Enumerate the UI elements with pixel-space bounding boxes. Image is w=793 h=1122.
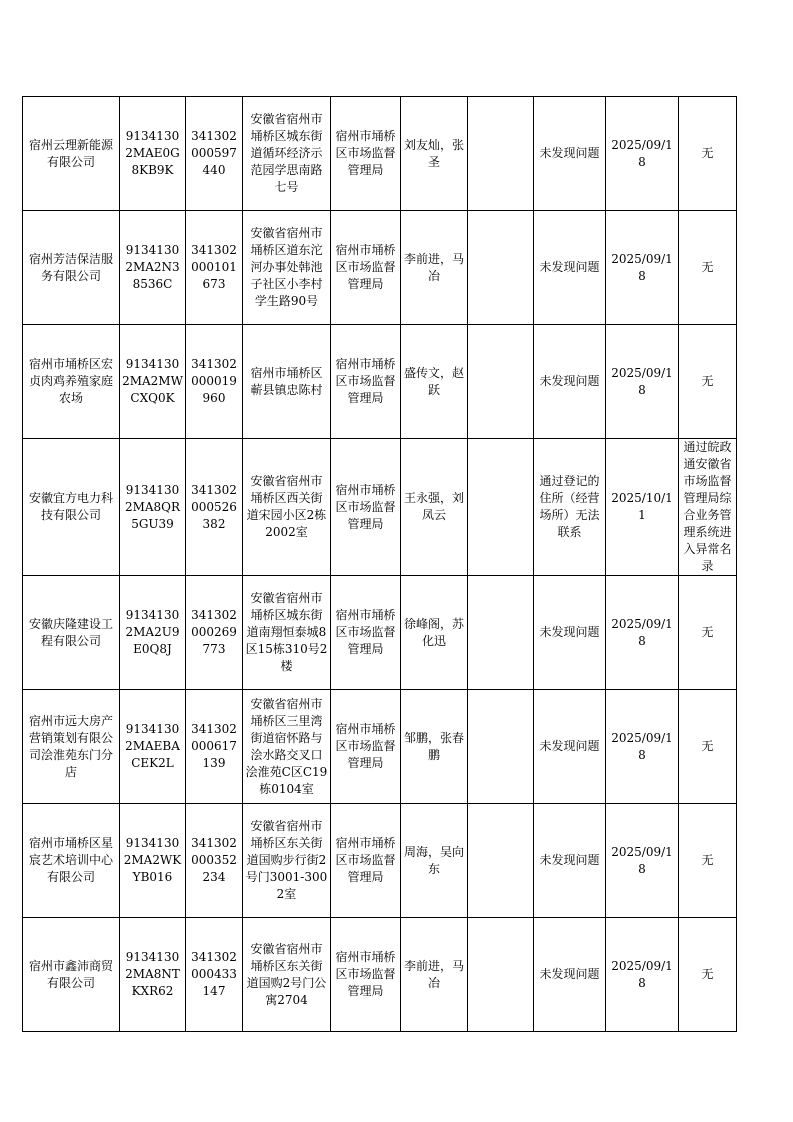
result-cell: 未发现问题 (534, 211, 606, 325)
registration-number-cell: 341302000269773 (186, 576, 243, 690)
company-name-cell: 安徽庆隆建设工程有限公司 (23, 576, 120, 690)
authority-cell: 宿州市埇桥区市场监督管理局 (331, 211, 401, 325)
empty-cell (468, 576, 534, 690)
date-cell: 2025/09/18 (606, 690, 679, 804)
credit-code-cell: 91341302MA2MWCXQ0K (120, 325, 186, 439)
result-cell: 未发现问题 (534, 804, 606, 918)
company-name-cell: 安徽宜方电力科技有限公司 (23, 439, 120, 576)
authority-cell: 宿州市埇桥区市场监督管理局 (331, 97, 401, 211)
company-name-cell: 宿州市埇桥区宏贞肉鸡养殖家庭农场 (23, 325, 120, 439)
table-row (23, 97, 737, 211)
empty-cell (468, 690, 534, 804)
credit-code-cell: 91341302MA2U9E0Q8J (120, 576, 186, 690)
company-name-cell: 宿州市埇桥区星宸艺术培训中心有限公司 (23, 804, 120, 918)
empty-cell (468, 211, 534, 325)
inspectors-cell: 李前进，马冶 (401, 211, 468, 325)
authority-cell: 宿州市埇桥区市场监督管理局 (331, 690, 401, 804)
inspectors-cell: 邹鹏，张春鹏 (401, 690, 468, 804)
registration-number-cell: 341302000526382 (186, 439, 243, 576)
credit-code-cell: 91341302MA8QR5GU39 (120, 439, 186, 576)
inspectors-cell: 周海，吴向东 (401, 804, 468, 918)
date-cell: 2025/09/18 (606, 211, 679, 325)
inspectors-cell: 李前进，马冶 (401, 918, 468, 1032)
credit-code-cell: 91341302MA2N38536C (120, 211, 186, 325)
date-cell: 2025/09/18 (606, 576, 679, 690)
inspectors-cell: 刘友灿，张圣 (401, 97, 468, 211)
date-cell: 2025/09/18 (606, 97, 679, 211)
registration-number-cell: 341302000617139 (186, 690, 243, 804)
authority-cell: 宿州市埇桥区市场监督管理局 (331, 804, 401, 918)
note-cell: 无 (679, 325, 737, 439)
registration-number-cell: 341302000433147 (186, 918, 243, 1032)
inspectors-cell: 徐峰阁，苏化迅 (401, 576, 468, 690)
address-cell: 宿州市埇桥区蕲县镇忠陈村 (243, 325, 331, 439)
inspectors-cell: 王永强，刘凤云 (401, 439, 468, 576)
registration-number-cell: 341302000597440 (186, 97, 243, 211)
table-row (23, 325, 737, 439)
result-cell: 未发现问题 (534, 325, 606, 439)
table-row (23, 439, 737, 576)
table-row (23, 576, 737, 690)
result-cell: 通过登记的住所（经营场所）无法联系 (534, 439, 606, 576)
date-cell: 2025/09/18 (606, 804, 679, 918)
company-name-cell: 宿州市远大房产营销策划有限公司浍淮苑东门分店 (23, 690, 120, 804)
company-name-cell: 宿州芳洁保洁服务有限公司 (23, 211, 120, 325)
company-name-cell: 宿州市鑫沛商贸有限公司 (23, 918, 120, 1032)
authority-cell: 宿州市埇桥区市场监督管理局 (331, 576, 401, 690)
note-cell: 无 (679, 97, 737, 211)
address-cell: 安徽省宿州市埇桥区城东街道南翔恒泰城8区15栋310号2楼 (243, 576, 331, 690)
registration-number-cell: 341302000101673 (186, 211, 243, 325)
result-cell: 未发现问题 (534, 576, 606, 690)
note-cell: 无 (679, 918, 737, 1032)
table-row (23, 804, 737, 918)
result-cell: 未发现问题 (534, 97, 606, 211)
address-cell: 安徽省宿州市埇桥区东关街道国购步行街2号门3001-3002室 (243, 804, 331, 918)
result-cell: 未发现问题 (534, 918, 606, 1032)
credit-code-cell: 91341302MAEBACEK2L (120, 690, 186, 804)
registration-number-cell: 341302000019960 (186, 325, 243, 439)
note-cell: 无 (679, 211, 737, 325)
registration-number-cell: 341302000352234 (186, 804, 243, 918)
authority-cell: 宿州市埇桥区市场监督管理局 (331, 918, 401, 1032)
empty-cell (468, 918, 534, 1032)
authority-cell: 宿州市埇桥区市场监督管理局 (331, 439, 401, 576)
table-row (23, 918, 737, 1032)
note-cell: 通过皖政通安徽省市场监督管理局综合业务管理系统进入异常名录 (679, 439, 737, 576)
credit-code-cell: 91341302MA2WKYB016 (120, 804, 186, 918)
address-cell: 安徽省宿州市埇桥区西关街道宋园小区2栋2002室 (243, 439, 331, 576)
date-cell: 2025/09/18 (606, 325, 679, 439)
note-cell: 无 (679, 576, 737, 690)
table-row (23, 690, 737, 804)
inspection-results-table (22, 96, 737, 1032)
note-cell: 无 (679, 690, 737, 804)
credit-code-cell: 91341302MAE0G8KB9K (120, 97, 186, 211)
result-cell: 未发现问题 (534, 690, 606, 804)
table-row (23, 211, 737, 325)
empty-cell (468, 804, 534, 918)
address-cell: 安徽省宿州市埇桥区东关街道国购2号门公寓2704 (243, 918, 331, 1032)
empty-cell (468, 325, 534, 439)
authority-cell: 宿州市埇桥区市场监督管理局 (331, 325, 401, 439)
table-body (23, 97, 737, 1032)
address-cell: 安徽省宿州市埇桥区三里湾街道宿怀路与浍水路交叉口浍淮苑C区C19栋0104室 (243, 690, 331, 804)
empty-cell (468, 439, 534, 576)
date-cell: 2025/09/18 (606, 918, 679, 1032)
company-name-cell: 宿州云理新能源有限公司 (23, 97, 120, 211)
address-cell: 安徽省宿州市埇桥区城东街道循环经济示范园学思南路七号 (243, 97, 331, 211)
note-cell: 无 (679, 804, 737, 918)
credit-code-cell: 91341302MA8NTKXR62 (120, 918, 186, 1032)
date-cell: 2025/10/11 (606, 439, 679, 576)
inspectors-cell: 盛传文，赵跃 (401, 325, 468, 439)
empty-cell (468, 97, 534, 211)
address-cell: 安徽省宿州市埇桥区道东沱河办事处韩池子社区小李村学生路90号 (243, 211, 331, 325)
